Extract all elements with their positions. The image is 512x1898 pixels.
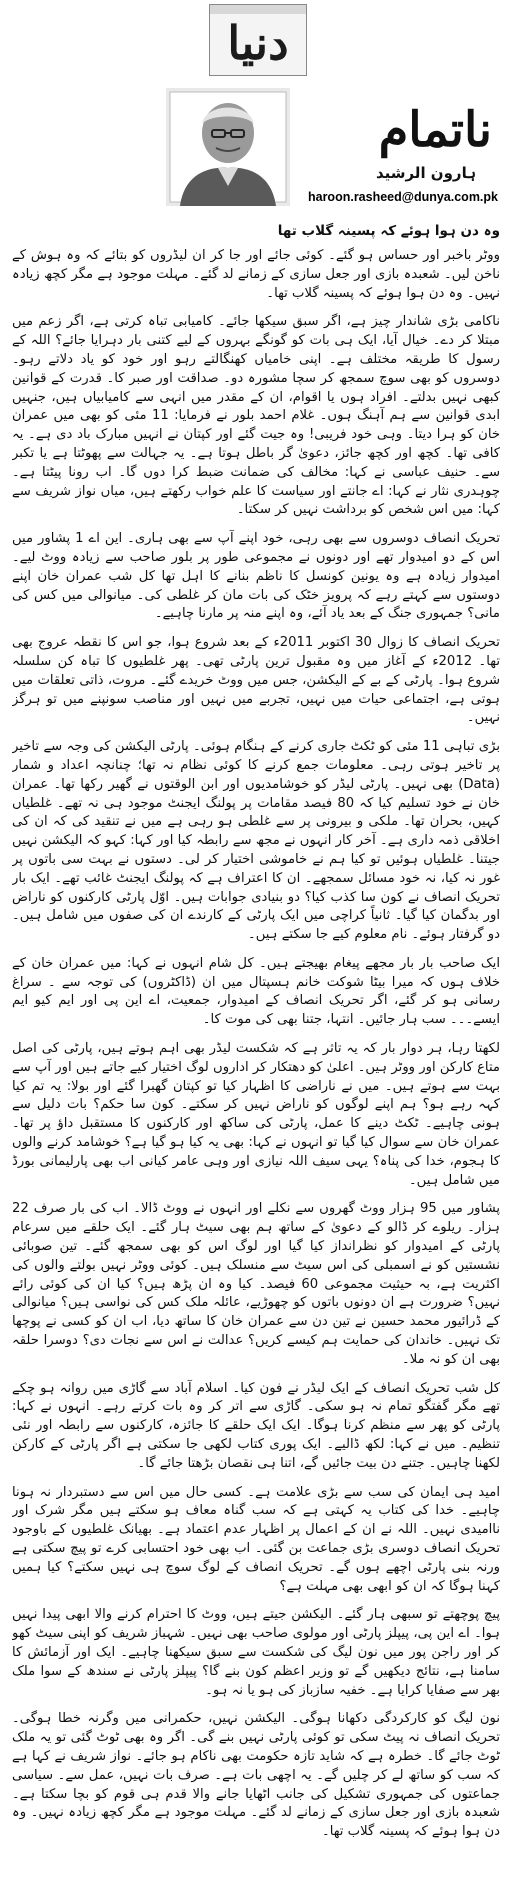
author-portrait <box>166 88 290 206</box>
logo-wordmark: دنیا <box>227 16 289 70</box>
author-email: haroon.rasheed@dunya.com.pk <box>307 190 498 204</box>
column-title: ناتمام <box>378 102 492 158</box>
article-body <box>12 222 500 1890</box>
article-paragraph: تحریک انصاف کا زوال 30 اکتوبر 2011ء کے بعد شروع ہوا، جو اس کا نقطہ عروج بھی تھا۔ 2012ء کے آغاز میں وہ مقبول ترین پارٹی تھی۔ پھر غلطیوں کا تباہ کن سلسلہ شروع ہوا۔ پارٹی کے بے کے الیکشن، جس میں ووٹ خریدے گئے۔ مروت، ذاتی تعلقات میں ہوتی ہے، اجتماعی حیات میں نہیں، تجربے میں نہیں اور مناصب سونپنے میں تو ہرگز نہیں۔ <box>12 635 500 726</box>
article-paragraph: پشاور میں 95 ہزار ووٹ گھروں سے نکلے اور انہوں نے ووٹ ڈالا۔ اب کی بار صرف 22 ہزار۔ ریلوے کر ڈالو کے دعویٰ کے ساتھ ہم بھی سیٹ ہار گئے۔ ایک حلقے میں سرعام پارٹی کے امیدوار کو نظرانداز کیا گیا اور لوگ اس کو بھی سمجھ گئے۔ تین صوبائی نشستیں کو نے اسمبلی کی اس سیٹ سے منسلک ہیں۔ کوئی ووٹر نہیں بولتے والوں کی اکثریت ہے، بہ حیثیت مجموعی 60 فیصد۔ کیا وہ ان پڑھ ہیں؟ کیا ان کی کوئی رائے نہیں؟ ضرورت ہے ان دونوں باتوں کو چھوڑیے، عائلہ ملک کس کی نواسی ہیں؟ میانوالی کے ڈرائیور محمد حسین نے تین دن سے عمران خان کا ساتھ دیا، اب ان کو کسی نے پوچھا تک نہیں۔ خاندان کی حمایت ہم کیسے کریں؟ عدالت نے اس سے نجات دی؟ دوسرا حلقہ بھی ان کو نہ ملا۔ <box>12 1201 500 1367</box>
article-paragraph: پیچ پوچھتے تو سبھی ہار گئے۔ الیکشن جیتے ہیں، ووٹ کا احترام کرنے والا ابھی پیدا نہیں ہوا۔ اے این پی، پیپلز پارٹی اور مولوی صاحب بھی نہیں۔ شہباز شریف کو اپنی سیٹ کھو کر اور راجن پور میں نون لیگ کی شکست سے سبق سیکھنا چاہیے۔ ایک اور آزمائش کا سامنا ہے، نتائج دیکھیں گے تو وزیر اعظم کون بنے گا؟ پیپلز پارٹی نے سندھ کے سوا ملک بھر سے صفایا کرایا ہے۔ خفیہ سازباز کی ہو یا نہ ہو۔ <box>12 1607 500 1698</box>
article-lede: وہ دن ہوا ہوئے کہ پسینہ گلاب تھا <box>277 223 500 239</box>
logo-header-strip <box>210 5 306 14</box>
masthead <box>0 0 512 82</box>
column-header <box>166 88 498 212</box>
article-paragraph: ووٹر باخبر اور حساس ہو گئے۔ کوئی جائے اور جا کر ان لیڈروں کو بتائے کہ وہ ہوش کے ناخن لیں۔ شعبدہ بازی اور جعل سازی کے زمانے لد گئے۔ مہلت موجود ہے مگر کچھ زیادہ نہیں۔ وہ دن ہوا ہوئے کہ پسینہ گلاب تھا۔ <box>12 248 500 301</box>
article-paragraph: ناکامی بڑی شاندار چیز ہے، اگر سبق سیکھا جائے۔ کامیابی تباہ کرتی ہے، اگر زعم میں مبتلا کر دے۔ خیال آیا، ایک ہی بات کو گونگے بہروں کے لیے کتنی بار دہرایا جائے؟ اللہ کے رسول کا طریقہ مختلف ہے۔ اپنی خامیاں کھنگالتے رہو اور خود کو یاد دلاتے رہو۔ دوسروں کو بھی سوچ سمجھ کر سچا مشورہ دو۔ صداقت اور صبر کا۔ قدرت کے قوانین کبھی نہیں بدلتے۔ افراد ہوں یا اقوام، ان کے مقدر میں انہی سے کامیابیاں ہیں، جنہیں ابدی قوانین سے ہم آہنگ ہوں۔ غلام احمد بلور نے فرمایا: 11 مئی کو بھی میں عمران خان کو ہرا دیتا۔ وہی خود فریبی! وہ جیت گئے اور کپتان نے انہیں مبارک باد دی ہے۔ یہ کافی تھا۔ کچھ اور کچھ جائز، دعویٰ گر باطل ہوتا ہے۔ یہ جہالت سے پھوٹتا ہے یا تکبر سے۔ حنیف عباسی نے کہا: مخالف کی ضمانت ضبط کرا دوں گا۔ اب رونا پیٹتا ہے۔ چوہدری نثار نے کہا: اے جانتے اور سیاست کا علم خواب رکھتے ہیں، میاں نواز شریف سے کہا: میں اس شخص کو برداشت نہیں کر سکتا۔ <box>12 314 500 518</box>
article-paragraph: ایک صاحب بار بار مجھے پیغام بھیجتے ہیں۔ کل شام انہوں نے کہا: میں عمران خان کے خلاف ہوں کہ میرا بیٹا شوکت خانم ہسپتال میں ان (ڈاکٹروں) کی توجہ سے ۔ سراغ رسانی ہو کر گئے، اگر تحریک انصاف کے امیدوار، جمعیت، اے این پی اور ایم کیو ایم ایسے۔۔۔ سب ہار جائیں۔ انتہا، جتنا بھی کی موت کا۔ <box>12 955 500 1028</box>
author-name: ہارون الرشید <box>375 164 476 182</box>
dunya-logo <box>209 4 307 76</box>
article-paragraph: کل شب تحریک انصاف کے ایک لیڈر نے فون کیا۔ اسلام آباد سے گاڑی میں روانہ ہو چکے تھے مگر گفتگو تمام نہ ہو سکی۔ گاڑی سے اتر کر وہ بات کرتے رہے۔ انہوں نے کہا: پارٹی کو پھر سے منظم کرنا ہوگا۔ ایک ایک حلقے کا جائزہ، کارکنوں سے رابطہ اور نئی تنظیم۔ میں نے کہا: لکھ ڈالیے۔ ایک پوری کتاب لکھی جا سکتی ہے اگر پارٹی کے کارکن لکھنا چاہیں۔ جتنے دن بیت جائیں گے، اتنا ہی نقصان بڑھتا جائے گا۔ <box>12 1380 500 1471</box>
article-paragraph: بڑی تباہی 11 مئی کو ٹکٹ جاری کرنے کے ہنگام ہوئی۔ پارٹی الیکشن کی وجہ سے تاخیر پر تاخیر ہوتی رہی۔ معلومات جمع کرنے کا کوئی نظام نہ تھا؛ چنانچہ اعداد و شمار (Data) بھی نہیں۔ پارٹی لیڈر کو خوشامدیوں اور ابن الوقتوں نے گھیر رکھا تھا۔ عمران خان نے خود تسلیم کیا کہ 80 فیصد مقامات پر پولنگ ایجنٹ موجود ہی نہ تھے۔ غلطیاں کہیں، بحران تھا۔ ملکی و بیرونی پر سے غلطی ہو رہی ہے میں نے تنقید کی کہ ان کی اخلاقی ذمہ داری ہے۔ آخر کار انہوں نے مجھ سے رابطہ کیا اور کہا: کہو کہ الیکشن نہیں جیتنا۔ غلطیاں ہوئیں تو کیا ہم نے خاموشی اختیار کر لی۔ دستوں نے بہت سی باتوں پر غور نہ کیا، نہ خود مسائل سمجھے۔ ان کا اعتراف ہے کہ پولنگ ایجنٹ غائب تھے۔ ایک بار تحریک انصاف نے کون سا کذب کیا؟ دو بنیادی جوابات ہیں۔ اوّل پارٹی کارکنوں کو ناراض اور بدگمان کیا گیا۔ ثانیاً کراچی میں ایک پارٹی کے کارندے ان کی صفوں میں شامل ہیں۔ دو گرفتار ہوئے۔ نام معلوم کیے جا سکتے ہیں۔ <box>12 739 500 943</box>
article-paragraph: نون لیگ کو کارکردگی دکھانا ہوگی۔ الیکشن نہیں، حکمرانی میں وگرنہ خطا ہوگی۔ تحریک انصاف نہ پیٹ سکی تو کوئی پارٹی نہیں بنے گی۔ اگر وہ بھی ٹوٹ گئی تو یہ ملک ٹوٹ جائے گا۔ خطرہ ہے کہ شاید تازہ حکومت بھی ناکام ہو جائے۔ نواز شریف نے کہا ہے کہ سب کو ساتھ لے کر چلیں گے۔ یہ اچھی بات ہے۔ صرف بات نہیں، عمل سے۔ سیاسی جماعتوں کی جمہوری تشکیل کی جانب اٹھایا جانے والا قدم ہی قوم کو بچا سکتا ہے۔ شعبدہ بازی اور جعل سازی کے زمانے لد گئے۔ مہلت موجود ہے مگر کچھ زیادہ نہیں۔ وہ دن ہوا ہوئے کہ پسینہ گلاب تھا۔ <box>12 1711 500 1840</box>
article-paragraph: لکھتا رہا، ہر دوار بار کہ یہ تاثر ہے کہ شکست لیڈر بھی اہم ہوتے ہیں، پارٹی کی اصل متاع کارکن اور ووٹر ہیں۔ اعلیٰ کو دھتکار کر اداروں لوگ اختیار کیے جاتے ہیں اور آپ سے بہت سے ہوتے ہیں۔ میں نے ناراضی کا اظہار کیا تو کپتان گھبرا گئے اور بولا: یہ تم کیا کہہ رہے ہو؟ ہم اپنے لوگوں کو ناراض نہیں کر سکتے۔ کون سا حکم؟ بات دلیل سے ہونی چاہیے۔ ٹکٹ دینے کا عمل، پارٹی کی ساکھ اور کارکنوں کا مستقبل داؤ پر تھا۔ عمران خان سے سوال کیا گیا تو انہوں نے کہا: بھی یہ کیا ہو گیا ہے؟ خوشامد کرنے والوں کا ہجوم، خدا کی پناہ؟ یہی سیف اللہ نیازی اور وہی عامر کیانی اب بھی پارلیمانی بورڈ میں شامل ہیں۔ <box>12 1041 500 1188</box>
article-paragraph: تحریک انصاف دوسروں سے بھی رہی، خود اپنے آپ سے بھی ہاری۔ این اے 1 پشاور میں اس کے دو امیدوار تھے اور دونوں نے مجموعی طور پر بلور صاحب سے زیادہ ووٹ لیے۔ امیدوار زیادہ ہے وہ یونین کونسل کا ناظم بنانے کا اہل تھا کل شب عمران خان اپنے دوستوں سے کہتے رہے کہ پرویز خٹک کی بات مان کر غلطی کی۔ میانوالی میں کس کی مانی؟ جمہوری جنگ کے بعد یاد آئے، وہ اپنے منہ پر مارنا چاہیے۔ <box>12 531 500 622</box>
article-paragraph: امید ہی ایمان کی سب سے بڑی علامت ہے۔ کسی حال میں اس سے دستبردار نہ ہونا چاہیے۔ خدا کی کتاب یہ کہتی ہے کہ سب گناہ معاف ہو سکتے ہیں مگر شرک اور ناامیدی نہیں۔ اللہ نے ان کے اعمال پر اظہار عدم اعتماد ہے۔ بھیانک غلطیوں کے باوجود تحریک انصاف دوسری بڑی جماعت بن گئی۔ اب بھی خود احتسابی کرے تو پیچ سکتی ہے ورنہ بنی پارٹی اچھے ہوں گے۔ تحریک انصاف کے لوگ سوچ ہی نہیں سکتے؟ کیا ہمیں کہنا ہوگا کہ ان کو ابھی بھی مہلت ہے؟ <box>12 1484 500 1594</box>
